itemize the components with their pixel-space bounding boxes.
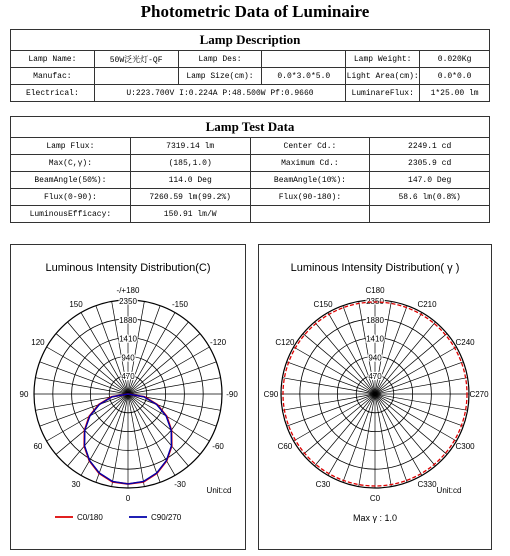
angle-tick-label: C90 [263,390,279,399]
lamp-test-table [10,116,490,223]
angle-tick-label: C330 [417,480,437,490]
angle-tick-label: C0 [369,494,381,503]
angle-tick-label: C150 [313,299,333,309]
cell: LuminousEfficacy: [11,206,131,223]
legend-label: C90/270 [151,513,182,522]
cell: Lamp Name: [11,51,95,68]
angle-tick-label: -30 [174,480,186,490]
cell: Manufac: [11,68,95,85]
lamp-test-caption: Lamp Test Data [11,117,490,138]
cell [370,206,490,223]
cell: 150.91 lm/W [130,206,250,223]
cell: 0.0*0.0 [420,68,490,85]
cell: Lamp Flux: [11,138,131,155]
legend-label: C0/180 [77,513,103,522]
angle-tick-label: C180 [365,286,385,295]
cell: 0.020Kg [420,51,490,68]
radial-tick-label: 2350 [366,297,384,306]
angle-tick-label: 60 [33,442,43,451]
polar-chart-gamma [259,245,491,549]
cell: 7319.14 lm [130,138,250,155]
unit-label: Unit:cd [206,486,232,495]
angle-tick-label: C240 [455,338,475,347]
angle-tick-label: C60 [277,442,293,451]
cell [262,51,346,68]
lamp-description-caption: Lamp Description [11,30,490,51]
cell: 2305.9 cd [370,155,490,172]
cell: 114.0 Deg [130,172,250,189]
lamp-description-table [10,29,490,102]
cell: (185,1.0) [130,155,250,172]
cell: Flux(0-90): [11,189,131,206]
angle-tick-label: -/+180 [116,286,140,295]
angle-tick-label: 90 [19,390,29,399]
cell: Lamp Size(cm): [178,68,262,85]
table-row [11,172,490,189]
cell: BeamAngle(50%): [11,172,131,189]
radial-tick-label: 1880 [119,315,137,325]
cell: 7260.59 lm(99.2%) [130,189,250,206]
chart-c-panel [10,244,246,550]
cell: Electrical: [11,85,95,102]
table-row [11,155,490,172]
angle-tick-label: -60 [212,442,224,451]
cell: 1*25.00 lm [420,85,490,102]
cell: Lamp Weight: [346,51,420,68]
cell: LuminareFlux: [346,85,420,102]
table-row [11,85,490,102]
angle-tick-label: C30 [315,480,331,490]
polar-chart-c [11,245,245,549]
radial-tick-label: 470 [368,372,382,382]
cell: 2249.1 cd [370,138,490,155]
cell: Light Area(cm): [346,68,420,85]
cell: BeamAngle(10%): [250,172,370,189]
table-row [11,189,490,206]
table-row [11,51,490,68]
cell: 147.0 Deg [370,172,490,189]
table-row [11,206,490,223]
unit-label: Unit:cd [436,486,462,495]
page-title: Photometric Data of Luminaire [140,2,370,21]
radial-tick-label: 940 [121,353,135,363]
angle-tick-label: 150 [69,299,83,309]
angle-tick-label: -120 [210,338,227,347]
radial-tick-label: 1410 [119,334,137,344]
cell: Center Cd.: [250,138,370,155]
radial-tick-label: 940 [368,353,382,363]
cell [94,68,178,85]
angle-tick-label: C270 [469,390,489,399]
radial-tick-label: 2350 [119,297,137,306]
radial-tick-label: 1880 [366,315,384,325]
cell: Maximum Cd.: [250,155,370,172]
cell: Lamp Des: [178,51,262,68]
radial-tick-label: 470 [121,372,135,382]
cell: 50W泛光灯-QF [94,51,178,68]
angle-tick-label: 30 [71,480,81,490]
radial-tick-label: 1410 [366,334,384,344]
table-row [11,138,490,155]
table-row [11,68,490,85]
angle-tick-label: C300 [455,442,475,451]
max-gamma-label: Max γ : 1.0 [352,513,398,523]
angle-tick-label: -150 [171,299,189,309]
angle-tick-label: C210 [417,299,437,309]
angle-tick-label: C120 [275,338,295,347]
cell: 58.6 lm(0.8%) [370,189,490,206]
cell: Flux(90-180): [250,189,370,206]
cell: 0.0*3.0*5.0 [262,68,346,85]
chart-gamma-panel [258,244,492,550]
chart-title: Luminous Intensity Distribution(C) [45,262,211,274]
angle-tick-label: 0 [125,494,131,503]
cell: Max(C,γ): [11,155,131,172]
angle-tick-label: -90 [226,390,238,399]
cell: U:223.700V I:0.224A P:48.500W Pf:0.9660 [94,85,345,102]
cell [250,206,370,223]
angle-tick-label: 120 [31,338,45,347]
chart-title: Luminous Intensity Distribution( γ ) [290,262,460,274]
